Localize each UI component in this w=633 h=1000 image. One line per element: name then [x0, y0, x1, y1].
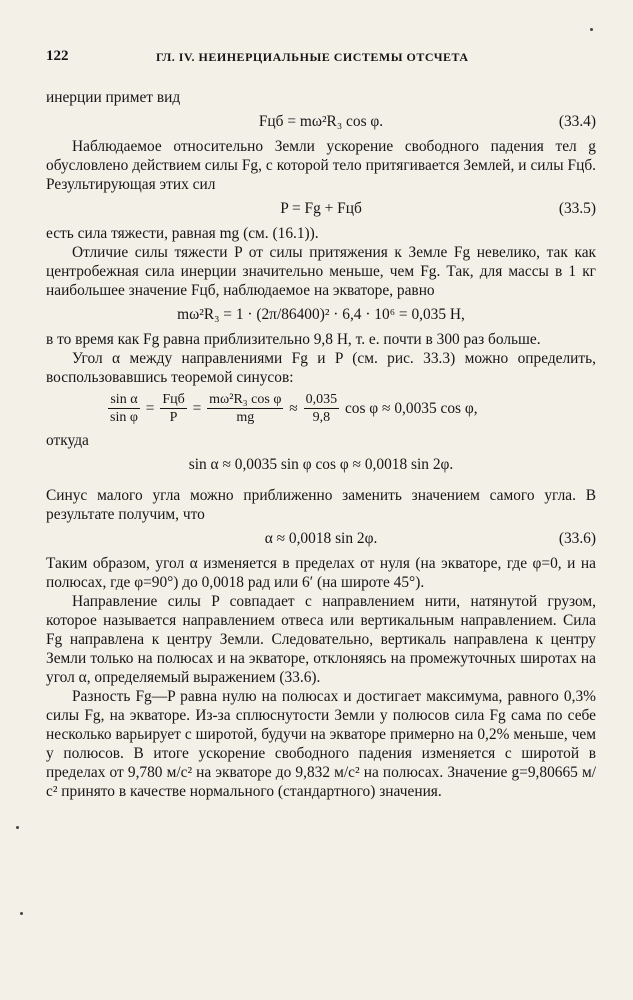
fraction	[160, 391, 186, 426]
paragraph: Угол α между направлениями Fg и P (см. рис. 33.3) можно определить, воспользовавшись теоремой синусов:	[46, 350, 596, 386]
equation-tail: cos φ ≈ 0,0035 cos φ,	[344, 400, 478, 417]
equation-numeric	[46, 300, 596, 330]
equation-33-6	[46, 524, 596, 554]
fraction-numerator: sin α	[108, 391, 140, 409]
equation-text: α ≈ 0,0018 sin 2φ.	[264, 530, 378, 547]
fraction-numerator: mω²R₃ cos φ	[209, 392, 282, 407]
scan-speck	[20, 912, 23, 915]
equation-sin-alpha	[46, 450, 596, 480]
paragraph: Синус малого угла можно приближенно заменить значением самого угла. В результате получим, что	[46, 487, 596, 523]
equation-text: sin α ≈ 0,0035 sin φ cos φ ≈ 0,0018 sin 2φ.	[188, 456, 454, 473]
equation-sine-law: $\frac{\text{sin α}}{\text{sin φ}}$ = $\frac{\text{Fцб}}{P}$ = $\frac{\text{mω²R₃ cos φ}}{mg}$ ≈ $\frac{0,035}{9,8}$ cos φ ≈ 0,0035 cos φ,	[110, 392, 478, 425]
paragraph: Разность Fg—P равна нулю на полюсах и достигает максимума, равного 0,3% силы Fg, на экваторе. Из-за сплюснутости Земли у полюсов сила Fg сама по себе несколько варьирует с широтой, будучи на экваторе примерно на 0,2% меньше, чем у полюсов. В итоге ускорение свободного падения изменяется с широтой в пределах от 9,780 м/с² на экваторе до 9,832 м/с² на полюсах. Значение g=9,80665 м/с² принято в качестве нормального (стандартного) значения.	[46, 688, 596, 800]
equation-33-5	[46, 194, 596, 224]
fraction-numerator: 0,035	[305, 392, 338, 407]
scan-speck	[16, 826, 19, 829]
paragraph: откуда	[46, 432, 89, 449]
paragraph: инерции примет вид	[46, 89, 181, 106]
scan-speck	[590, 28, 593, 31]
paragraph: Наблюдаемое относительно Земли ускорение свободного падения тел g обусловлено действием силы Fg, с которой тело притягивается Землей, и силы Fцб. Результирующая этих сил	[46, 138, 596, 193]
paragraph: Направление силы P совпадает с направлением нити, натянутой грузом, которое называется направлением отвеса или вертикальным направлением. Сила Fg направлена к центру Земли. Следовательно, вертикаль направлена к центру Земли только на полюсах и на экваторе, отклоняясь на промежуточных широтах на угол α, определяемый выражением (33.6).	[46, 593, 596, 686]
fraction	[108, 391, 140, 426]
equation-33-4	[46, 107, 596, 137]
fraction-denominator: mg	[236, 410, 255, 425]
fraction	[304, 391, 340, 426]
running-title: ГЛ. IV. НЕИНЕРЦИАЛЬНЫЕ СИСТЕМЫ ОТСЧЕТА	[156, 50, 469, 64]
fraction-denominator: P	[169, 410, 178, 425]
equation-text: mω²R₃ = 1 · (2π/86400)² · 6,4 · 10⁶ = 0,035 H,	[177, 306, 465, 323]
fraction-denominator: sin φ	[110, 410, 138, 425]
fraction-numerator: Fцб	[162, 392, 185, 407]
equation-text: Fцб = mω²R₃ cos φ.	[258, 113, 384, 130]
paragraph: Таким образом, угол α изменяется в пределах от нуля (на экваторе, где φ=0, и на полюсах, где φ=90°) до 0,0018 рад или 6′ (на широте 45°).	[46, 555, 596, 591]
fraction-denominator: 9,8	[312, 410, 331, 425]
fraction	[207, 391, 283, 426]
page-header	[46, 48, 603, 68]
equation-number: (33.5)	[558, 200, 596, 217]
paragraph: в то время как Fg равна приблизительно 9,8 H, т. е. почти в 300 раз больше.	[46, 331, 541, 348]
page-body	[46, 88, 596, 801]
paragraph: есть сила тяжести, равная mg (см. (16.1)).	[46, 225, 319, 242]
equation-number: (33.4)	[558, 113, 596, 130]
equation-text: P = Fg + Fцб	[280, 200, 362, 217]
equation-number: (33.6)	[558, 530, 596, 547]
page-number: 122	[46, 48, 69, 64]
paragraph: Отличие силы тяжести P от силы притяжения к Земле Fg невелико, так как центробежная сила инерции значительно меньше, чем Fg. Так, для массы в 1 кг наибольшее значение Fцб, наблюдаемое на экваторе, равно	[46, 244, 596, 299]
